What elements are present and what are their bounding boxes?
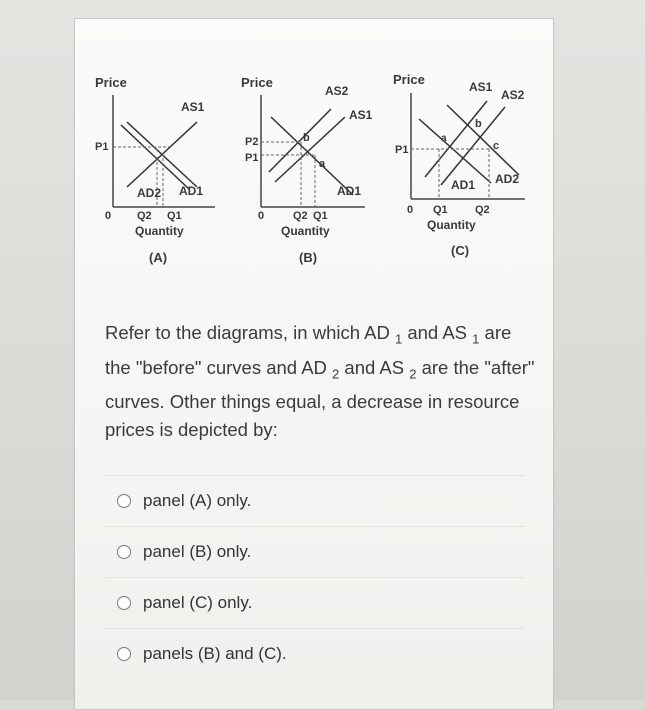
panel-a-ad1-label: AD1 [179,184,204,198]
panel-b-q2-label: Q2 [293,210,308,222]
question-text [105,319,535,444]
panel-b-as1-label: AS1 [349,108,373,122]
panel-a-as1-label: AS1 [181,100,205,114]
panel-c-x-axis-label: Quantity [427,218,476,232]
panel-c-point-c: c [493,140,500,152]
question-text-part: are the "before" curves and AD [105,322,512,378]
panel-c-ad2-label: AD2 [495,172,520,186]
diagram-svg [75,37,553,287]
panel-a-q1-label: Q1 [167,210,182,222]
question-card [74,18,554,710]
panel-b-point-a: a [319,158,326,170]
radio-button[interactable] [117,596,131,610]
panel-b-x-axis-label: Quantity [281,224,330,238]
panel-b-point-b: b [303,132,310,144]
panel-b-q1-label: Q1 [313,210,328,222]
panel-a-x-axis-label: Quantity [135,224,184,238]
panel-c-label: (C) [451,243,470,258]
answer-option-label[interactable]: panels (B) and (C). [143,644,287,663]
question-text-part: Refer to the diagrams, in which AD [105,322,395,343]
panel-b-label: (B) [299,250,318,265]
panel-b-y-axis-label: Price [241,75,273,90]
answer-option-d[interactable] [105,628,525,679]
question-subscript: 2 [332,366,340,382]
panel-b-p1-label: P1 [245,152,259,164]
panel-a [95,75,215,265]
panel-a-label: (A) [149,250,168,265]
panel-b-as1-curve [275,117,345,182]
panel-b-origin: 0 [258,210,265,222]
panel-c-q2-label: Q2 [475,204,490,216]
panel-c-q1-label: Q1 [433,204,448,216]
radio-button[interactable] [117,494,131,508]
panel-c-p1-label: P1 [395,144,409,156]
answer-option-label[interactable]: panel (A) only. [143,491,252,510]
answer-option-label[interactable]: panel (C) only. [143,593,253,612]
panel-b-as2-label: AS2 [325,84,349,98]
panel-c [393,72,525,258]
question-subscript: 1 [472,331,480,347]
answer-option-a[interactable] [105,475,525,526]
panel-c-as2-label: AS2 [501,88,525,102]
panel-a-q2-label: Q2 [137,210,152,222]
panel-a-p1-label: P1 [95,141,109,153]
panel-b [241,75,373,265]
panel-a-origin: 0 [105,210,112,222]
answer-option-label[interactable]: panel (B) only. [143,542,252,561]
panel-b-ad1-label: AD1 [337,184,362,198]
panel-c-as1-label: AS1 [469,80,493,94]
panel-b-p2-label: P2 [245,136,259,148]
question-figure [75,37,553,287]
panel-a-ad2-label: AD2 [137,186,162,200]
panel-c-y-axis-label: Price [393,72,425,87]
panel-c-ad1-label: AD1 [451,178,476,192]
radio-button[interactable] [117,647,131,661]
panel-c-point-b: b [475,118,482,130]
answer-option-b[interactable] [105,526,525,577]
panel-a-y-axis-label: Price [95,75,127,90]
question-text-part: and AS [402,322,473,343]
question-text-part: are the "after" curves. Other things equal, a decrease in resource prices is depicted by: [105,356,535,441]
panel-c-point-a: a [441,133,447,144]
panel-c-origin: 0 [407,204,414,216]
question-text-part: and AS [339,356,410,378]
radio-button[interactable] [117,545,131,559]
question-subscript: 2 [409,366,417,382]
answer-option-c[interactable] [105,577,525,628]
question-subscript: 1 [394,331,403,347]
panel-a-ad2-curve [121,125,189,189]
answer-options [105,475,525,679]
